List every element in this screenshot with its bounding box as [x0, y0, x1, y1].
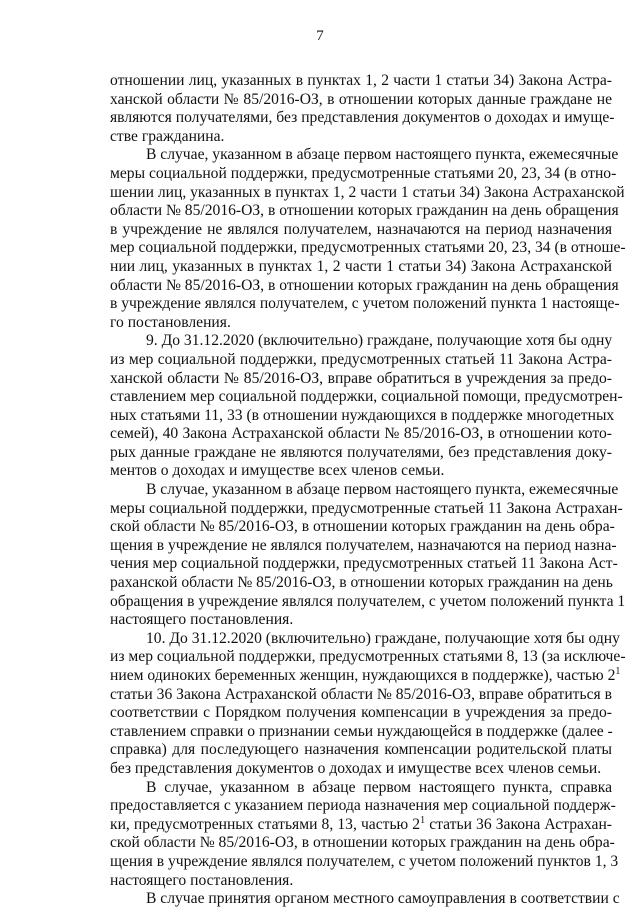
paragraph [110, 332, 623, 481]
text-line: из мер социальной поддержки, предусмотренных статьями 8, 13 (за исключе- [110, 648, 626, 666]
text-line: шении лиц, указанных в пунктах 1, 2 части 1 статьи 34) Закона Астраханской [110, 183, 625, 201]
document-body [110, 72, 626, 909]
text-line: настоящего постановления. [110, 611, 294, 629]
text-line: являются получателями, без представления документов о доходах и имуще- [110, 109, 615, 127]
text-fragment: ки, предусмотренных статьями 8, 13, частью 2 [110, 815, 421, 833]
text-line: го постановления. [110, 313, 231, 331]
text-line: соответствии с Порядком получения компенсации в учреждения за предо- [110, 704, 612, 722]
text-line: отношении лиц, указанных в пунктах 1, 2 части 1 статьи 34) Закона Астра- [110, 72, 612, 89]
text-line: ской области № 85/2016-ОЗ, в отношении которых гражданин на день обра- [110, 518, 615, 536]
text-line: ской области № 85/2016-ОЗ, в отношении которых гражданин на день обра- [110, 834, 615, 852]
text-line-with-superscript [110, 666, 621, 686]
paragraph [110, 72, 615, 146]
text-line: В случае, указанном в абзаце первом настоящего пункта, ежемесячные [146, 481, 619, 499]
text-line: ханской области № 85/2016-ОЗ, вправе обратиться в учреждения за предо- [110, 369, 612, 387]
superscript: 1 [615, 666, 621, 677]
text-line: из мер социальной поддержки, предусмотренных статьей 11 Закона Астра- [110, 350, 612, 368]
paragraph [110, 890, 620, 909]
paragraph [110, 629, 626, 779]
text-line: щения в учреждение не являлся получателем, назначаются на период назна- [110, 536, 617, 554]
paragraph [110, 146, 626, 332]
text-line: чения мер социальной поддержки, предусмотренных статьей 11 Закона Аст- [110, 555, 618, 573]
text-line: ментов о доходах и имуществе всех членов семьи. [110, 462, 445, 480]
text-line: семей), 40 Закона Астраханской области № 85/2016-ОЗ, в отношении кото- [110, 425, 612, 443]
text-line: ставлением справки о признании семьи нуждающейся в поддержке (далее - [110, 722, 613, 740]
text-line: в учреждение не являлся получателем, назначаются на период назначения [110, 220, 612, 238]
text-line: без представления документов о доходах и имуществе всех членов семьи. [110, 759, 602, 777]
paragraph [110, 778, 619, 891]
text-line: обращения в учреждение являлся получателем, с учетом положений пункта 1 [110, 592, 626, 610]
text-line: В случае, указанном в абзаце первом настоящего пункта, ежемесячные [146, 146, 619, 164]
text-line: мер социальной поддержки, предусмотренных статьями 20, 23, 34 (в отноше- [110, 239, 626, 257]
text-line: статьи 36 Закона Астраханской области № 85/2016-ОЗ, вправе обратиться в [110, 685, 612, 703]
text-line: рых данные граждане не являются получателями, без представления доку- [110, 443, 612, 461]
paragraph [110, 481, 626, 630]
text-line: 10. До 31.12.2020 (включительно) граждане, получающие хотя бы одну [146, 629, 620, 647]
text-line: в учреждение являлся получателем, с учетом положений пункта 1 настояще- [110, 295, 620, 313]
text-fragment: статьи 36 Закона Астрахан- [425, 815, 612, 833]
text-line: ных статьями 11, 33 (в отношении нуждающихся в поддержке многодетных [110, 406, 615, 424]
text-line: 9. До 31.12.2020 (включительно) граждане, получающие хотя бы одну [146, 332, 613, 350]
superscript: 1 [420, 814, 426, 826]
text-line: щения в учреждение являлся получателем, с учетом положений пунктов 1, 3 [110, 852, 619, 870]
text-line: ставлением мер социальной поддержки, социальной помощи, предусмотрен- [110, 388, 623, 406]
text-line: раханской области № 85/2016-ОЗ, в отношении которых гражданин на день [110, 574, 613, 592]
text-fragment: нием одиноких беременных женщин, нуждающихся в поддержке), частью 2 [110, 667, 616, 684]
text-line: В случае принятия органом местного самоуправления в соответствии с [146, 890, 620, 908]
page-number: 7 [316, 28, 324, 44]
text-line: настоящего постановления. [110, 871, 294, 889]
text-line: стве гражданина. [110, 127, 225, 145]
text-line-with-superscript [110, 816, 612, 835]
text-line: области № 85/2016-ОЗ, в отношении которых гражданин на день обращения [110, 202, 619, 220]
text-line: справка) для последующего назначения компенсации родительской платы [110, 741, 612, 759]
text-line: ханской области № 85/2016-ОЗ, в отношении которых данные граждане не [110, 90, 612, 108]
text-line: меры социальной поддержки, предусмотренные статьей 11 Закона Астрахан- [110, 499, 623, 517]
text-line: нии лиц, указанных в пунктах 1, 2 части 1 статьи 34) Закона Астраханской [110, 257, 612, 275]
text-line: предоставляется с указанием периода назначения мер социальной поддерж- [110, 797, 616, 815]
text-line: В случае, указанном в абзаце первом настоящего пункта, справка [146, 778, 612, 796]
text-line: области № 85/2016-ОЗ, в отношении которых гражданин на день обращения [110, 276, 619, 294]
text-line: меры социальной поддержки, предусмотренные статьями 20, 23, 34 (в отно- [110, 164, 617, 182]
